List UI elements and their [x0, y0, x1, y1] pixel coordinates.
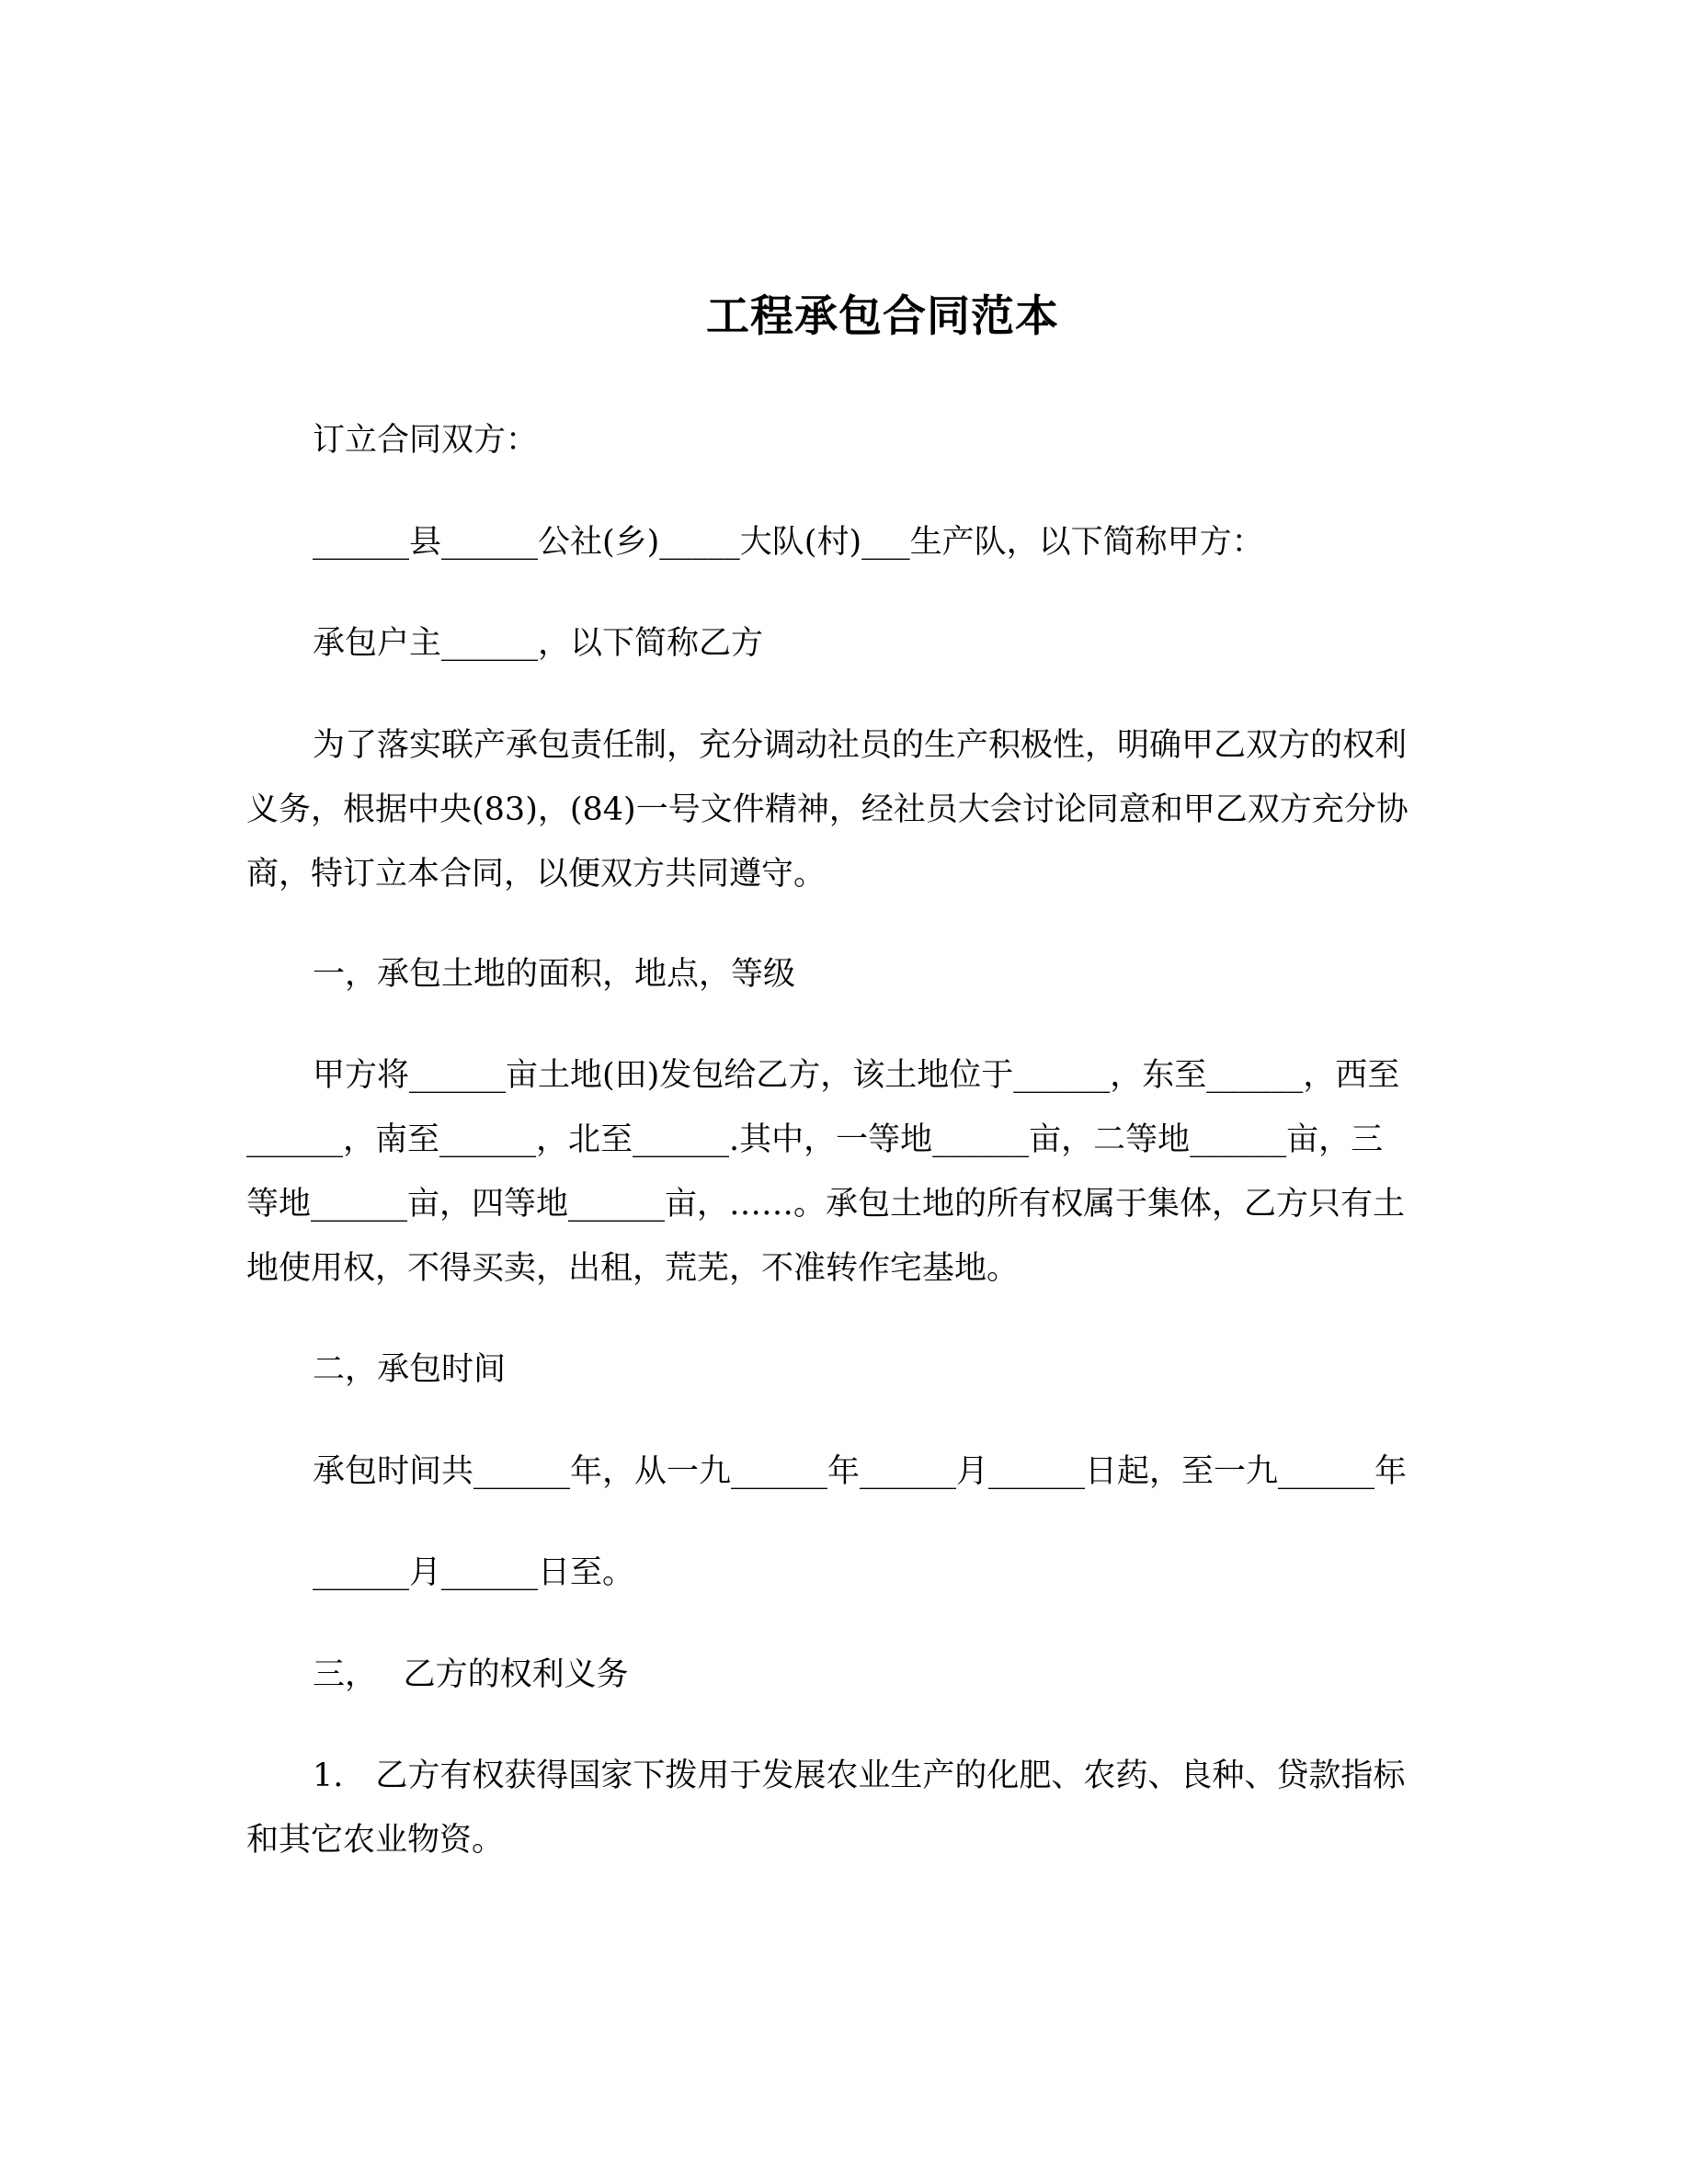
- document-title: 工程承包合同范本: [706, 291, 1059, 342]
- paragraph-land-line-2: ______，南至______，北至______.其中，一等地______亩，二等地______亩，三: [246, 1121, 1384, 1158]
- paragraph-rights-item-1-line-1: 1. 乙方有权获得国家下拨用于发展农业生产的化肥、农药、良种、贷款指标: [313, 1757, 1406, 1794]
- paragraph-rights-item-1-line-2: 和其它农业物资。: [246, 1822, 505, 1859]
- section-heading-rights: 三， 乙方的权利义务: [313, 1656, 629, 1693]
- paragraph-party-a: ______县______公社(乡)_____大队(村)___生产队，以下简称甲方：: [313, 524, 1264, 561]
- paragraph-term-line-1: 承包时间共______年，从一九______年______月______日起，至一九______年: [313, 1453, 1408, 1490]
- paragraph-land-line-3: 等地______亩，四等地______亩，……。承包土地的所有权属于集体，乙方只有土: [246, 1186, 1406, 1223]
- section-heading-term: 二，承包时间: [313, 1351, 507, 1388]
- paragraph-land-line-4: 地使用权，不得买卖，出租，荒芜，不准转作宅基地。: [246, 1250, 1020, 1287]
- paragraph-purpose-line-2: 义务，根据中央(83)，(84)一号文件精神，经社员大会讨论同意和甲乙双方充分协: [246, 791, 1409, 828]
- paragraph-term-line-2: ______月______日至。: [313, 1554, 635, 1591]
- paragraph-party-b: 承包户主______，以下简称乙方: [313, 625, 764, 662]
- paragraph-parties-intro: 订立合同双方：: [313, 422, 539, 459]
- paragraph-land-line-1: 甲方将______亩土地(田)发包给乙方，该土地位于______，东至______，西至: [313, 1057, 1400, 1094]
- paragraph-purpose-line-3: 商，特订立本合同，以便双方共同遵守。: [246, 856, 827, 893]
- section-heading-land: 一，承包土地的面积，地点，等级: [313, 956, 796, 993]
- paragraph-purpose-line-1: 为了落实联产承包责任制，充分调动社员的生产积极性，明确甲乙双方的权利: [313, 727, 1408, 764]
